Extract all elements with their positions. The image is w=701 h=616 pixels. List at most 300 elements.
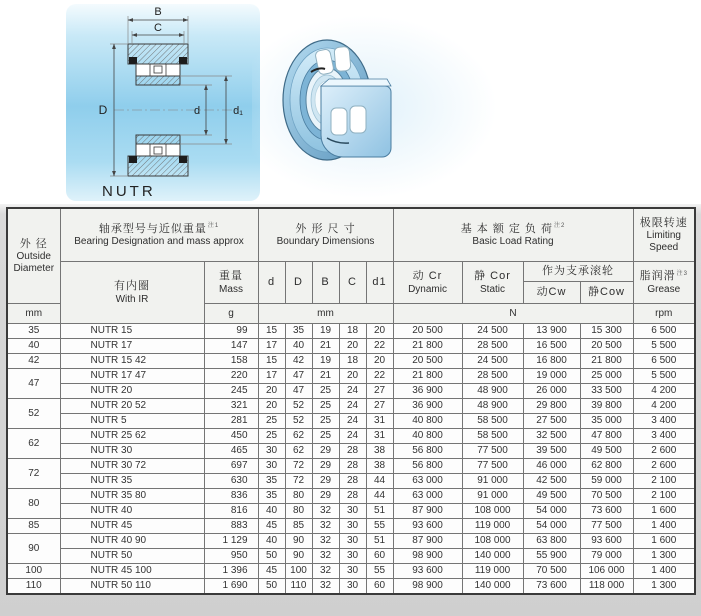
cw-cell: 54 000: [523, 519, 580, 534]
rpm-cell: 6 500: [633, 354, 695, 369]
rpm-cell: 1 600: [633, 504, 695, 519]
cow-cell: 93 600: [580, 534, 633, 549]
mass-cell: 450: [204, 429, 258, 444]
cr-cell: 93 600: [393, 564, 462, 579]
cor-cell: 48 900: [462, 399, 523, 414]
cw-cell: 54 000: [523, 504, 580, 519]
with-ir-header: [60, 262, 204, 324]
dim-c-header: C: [339, 262, 366, 304]
cow-cell: 118 000: [580, 579, 633, 595]
outside-diameter-cell: 85: [7, 519, 60, 534]
designation-cell: NUTR 25 62: [60, 429, 204, 444]
unit-mm-dims: mm: [258, 304, 393, 324]
static-zh: 静 Cor: [474, 270, 511, 283]
mass-cell: 220: [204, 369, 258, 384]
table-row: [7, 519, 695, 534]
with-ir-zh: 有内圈: [114, 280, 150, 293]
d1-cell: 60: [366, 549, 393, 564]
big-d-cell: 72: [285, 459, 312, 474]
table-row: [7, 339, 695, 354]
outside-diameter-cell: 72: [7, 459, 60, 489]
cow-cell: 62 800: [580, 459, 633, 474]
seal-bottom-left: [129, 156, 137, 163]
boundary-dimensions-header: [258, 208, 393, 262]
cw-cell: 32 500: [523, 429, 580, 444]
designation-cell: NUTR 15 42: [60, 354, 204, 369]
designation-cell: NUTR 20: [60, 384, 204, 399]
d1-cell: 60: [366, 579, 393, 595]
seal-top-left: [129, 57, 137, 64]
d-cell: 17: [258, 369, 285, 384]
dim-d1-header: d1: [366, 262, 393, 304]
cow-cell: 77 500: [580, 519, 633, 534]
d-cell: 17: [258, 339, 285, 354]
cw-cell: 42 500: [523, 474, 580, 489]
c-cell: 28: [339, 489, 366, 504]
c-cell: 20: [339, 369, 366, 384]
b-cell: 21: [312, 369, 339, 384]
unit-mm-od: mm: [7, 304, 60, 324]
cw-cell: 16 500: [523, 339, 580, 354]
b-cell: 29: [312, 444, 339, 459]
spec-table: [6, 207, 696, 595]
designation-zh: 轴承型号与近似重量$^{注1}$: [98, 222, 220, 235]
d-cell: 15: [258, 354, 285, 369]
mass-cell: 950: [204, 549, 258, 564]
rpm-cell: 1 400: [633, 564, 695, 579]
designation-cell: NUTR 45 100: [60, 564, 204, 579]
cow-cell: 21 800: [580, 354, 633, 369]
designation-cell: NUTR 30: [60, 444, 204, 459]
designation-cell: NUTR 45: [60, 519, 204, 534]
cr-cell: 21 800: [393, 339, 462, 354]
big-d-cell: 80: [285, 489, 312, 504]
outside-diameter-cell: 52: [7, 399, 60, 429]
rpm-cell: 2 100: [633, 474, 695, 489]
cow-cell: 59 000: [580, 474, 633, 489]
d-cell: 50: [258, 549, 285, 564]
cutaway-top-face-3d: [321, 79, 391, 86]
with-ir-en: With IR: [115, 293, 149, 305]
seal-bottom-right: [179, 156, 187, 163]
static-en: Static: [480, 283, 506, 295]
d-cell: 20: [258, 384, 285, 399]
seal-top-right: [179, 57, 187, 64]
outside-diameter-cell: 35: [7, 324, 60, 339]
cow-cell: 15 300: [580, 324, 633, 339]
table-row: [7, 474, 695, 489]
cw-cell: 49 500: [523, 489, 580, 504]
designation-cell: NUTR 17: [60, 339, 204, 354]
rpm-cell: 3 400: [633, 414, 695, 429]
outside-diameter-cell: 90: [7, 534, 60, 564]
big-d-cell: 90: [285, 549, 312, 564]
cw-cell: 39 500: [523, 444, 580, 459]
mass-cell: 883: [204, 519, 258, 534]
cow-cell: 33 500: [580, 384, 633, 399]
table-row: [7, 459, 695, 474]
rpm-cell: 1 300: [633, 549, 695, 564]
mass-cell: 697: [204, 459, 258, 474]
d-cell: 15: [258, 324, 285, 339]
table-row: [7, 579, 695, 595]
grease-header: [633, 262, 695, 304]
unit-rpm: rpm: [633, 304, 695, 324]
rpm-cell: 2 100: [633, 489, 695, 504]
cw-cell: 13 900: [523, 324, 580, 339]
dim-d-header: d: [258, 262, 285, 304]
designation-cell: NUTR 50: [60, 549, 204, 564]
limiting-zh: 极限转速: [639, 216, 688, 229]
d1-cell: 44: [366, 489, 393, 504]
d-cell: 20: [258, 399, 285, 414]
cr-cell: 63 000: [393, 474, 462, 489]
designation-cell: NUTR 15: [60, 324, 204, 339]
rpm-cell: 2 600: [633, 459, 695, 474]
mass-en: Mass: [219, 283, 243, 295]
d1-cell: 55: [366, 564, 393, 579]
d-cell: 30: [258, 459, 285, 474]
b-cell: 32: [312, 519, 339, 534]
drawing-caption: NUTR: [102, 183, 156, 200]
unit-n: N: [393, 304, 633, 324]
cr-cell: 87 900: [393, 504, 462, 519]
cr-cell: 98 900: [393, 549, 462, 564]
outside-diameter-cell: 110: [7, 579, 60, 595]
rpm-cell: 1 600: [633, 534, 695, 549]
cow-cell: 73 600: [580, 504, 633, 519]
b-cell: 25: [312, 429, 339, 444]
d-cell: 45: [258, 564, 285, 579]
dim-label-b: B: [154, 6, 162, 18]
big-d-cell: 110: [285, 579, 312, 595]
spec-table-section: [0, 204, 701, 616]
designation-cell: NUTR 17 47: [60, 369, 204, 384]
d1-cell: 20: [366, 354, 393, 369]
cor-cell: 91 000: [462, 474, 523, 489]
outside-diameter-cell: 42: [7, 354, 60, 369]
mass-header: [204, 262, 258, 304]
cor-cell: 28 500: [462, 369, 523, 384]
cor-cell: 77 500: [462, 459, 523, 474]
mass-cell: 1 396: [204, 564, 258, 579]
b-cell: 29: [312, 489, 339, 504]
boundary-en: Boundary Dimensions: [276, 236, 375, 248]
rpm-cell: 6 500: [633, 324, 695, 339]
d-cell: 25: [258, 429, 285, 444]
cr-cell: 40 800: [393, 414, 462, 429]
cor-cell: 108 000: [462, 534, 523, 549]
d-cell: 35: [258, 489, 285, 504]
d1-cell: 22: [366, 369, 393, 384]
c-cell: 30: [339, 549, 366, 564]
designation-cell: NUTR 35 80: [60, 489, 204, 504]
c-cell: 30: [339, 534, 366, 549]
dim-b-header: B: [312, 262, 339, 304]
cw-cell: 73 600: [523, 579, 580, 595]
designation-cell: NUTR 35: [60, 474, 204, 489]
cw-cell: 27 500: [523, 414, 580, 429]
rpm-cell: 1 300: [633, 579, 695, 595]
cw-cell: 26 000: [523, 384, 580, 399]
figures-section: [0, 0, 701, 204]
designation-cell: NUTR 50 110: [60, 579, 204, 595]
big-d-cell: 80: [285, 504, 312, 519]
outside-diameter-header: [7, 208, 60, 304]
basic-load-header: [393, 208, 633, 262]
basic-load-en: Basic Load Rating: [472, 236, 554, 248]
cr-cell: 63 000: [393, 489, 462, 504]
c-cell: 18: [339, 354, 366, 369]
cow-cell: 79 000: [580, 549, 633, 564]
c-cell: 24: [339, 429, 366, 444]
cr-cell: 93 600: [393, 519, 462, 534]
cr-cell: 36 900: [393, 384, 462, 399]
mass-cell: 99: [204, 324, 258, 339]
b-cell: 21: [312, 339, 339, 354]
mass-cell: 816: [204, 504, 258, 519]
cor-cell: 108 000: [462, 504, 523, 519]
cow-cell: 39 800: [580, 399, 633, 414]
dynamic-header: [393, 262, 462, 304]
outside-diameter-en: Outside Diameter: [13, 251, 55, 275]
cw-cell: 19 000: [523, 369, 580, 384]
rpm-cell: 4 200: [633, 399, 695, 414]
mass-cell: 321: [204, 399, 258, 414]
b-cell: 19: [312, 324, 339, 339]
d1-cell: 31: [366, 429, 393, 444]
designation-header: [60, 208, 258, 262]
mass-cell: 836: [204, 489, 258, 504]
b-cell: 32: [312, 579, 339, 595]
cow-cell: 70 500: [580, 489, 633, 504]
b-cell: 32: [312, 549, 339, 564]
b-cell: 32: [312, 564, 339, 579]
c-cell: 30: [339, 519, 366, 534]
cow-cell: 47 800: [580, 429, 633, 444]
big-d-cell: 90: [285, 534, 312, 549]
c-cell: 30: [339, 579, 366, 595]
unit-g: g: [204, 304, 258, 324]
cor-cell: 91 000: [462, 489, 523, 504]
cw-header: 动Cw: [523, 282, 580, 304]
table-row: [7, 324, 695, 339]
cow-cell: 20 500: [580, 339, 633, 354]
dim-label-big-d: D: [98, 103, 108, 117]
mass-cell: 465: [204, 444, 258, 459]
limiting-speed-header: [633, 208, 695, 262]
cor-cell: 140 000: [462, 579, 523, 595]
cw-cell: 29 800: [523, 399, 580, 414]
d1-cell: 38: [366, 459, 393, 474]
cor-cell: 28 500: [462, 339, 523, 354]
dim-label-c: C: [154, 22, 162, 34]
big-d-cell: 100: [285, 564, 312, 579]
cow-cell: 49 500: [580, 444, 633, 459]
rpm-cell: 5 500: [633, 369, 695, 384]
cow-cell: 106 000: [580, 564, 633, 579]
table-row: [7, 414, 695, 429]
cor-cell: 48 900: [462, 384, 523, 399]
designation-cell: NUTR 5: [60, 414, 204, 429]
rpm-cell: 1 400: [633, 519, 695, 534]
table-row: [7, 564, 695, 579]
cross-section-panel: [66, 4, 260, 201]
outside-diameter-cell: 40: [7, 339, 60, 354]
cor-cell: 140 000: [462, 549, 523, 564]
cr-cell: 20 500: [393, 324, 462, 339]
d-cell: 25: [258, 414, 285, 429]
rpm-cell: 2 600: [633, 444, 695, 459]
c-cell: 28: [339, 444, 366, 459]
d1-cell: 51: [366, 534, 393, 549]
big-d-cell: 62: [285, 429, 312, 444]
cw-cell: 55 900: [523, 549, 580, 564]
outside-diameter-cell: 47: [7, 369, 60, 399]
cw-cell: 70 500: [523, 564, 580, 579]
mass-cell: 281: [204, 414, 258, 429]
cor-cell: 58 500: [462, 429, 523, 444]
cr-cell: 36 900: [393, 399, 462, 414]
dim-big-d-header: D: [285, 262, 312, 304]
d1-cell: 38: [366, 444, 393, 459]
d-cell: 40: [258, 504, 285, 519]
mass-cell: 1 129: [204, 534, 258, 549]
basic-load-note: 注2: [553, 223, 566, 230]
cow-header: 静Cow: [580, 282, 633, 304]
grease-zh: 脂润滑$^{注3}$: [639, 270, 688, 283]
big-d-cell: 47: [285, 369, 312, 384]
cor-cell: 24 500: [462, 324, 523, 339]
d-cell: 40: [258, 534, 285, 549]
c-cell: 24: [339, 414, 366, 429]
c-cell: 30: [339, 564, 366, 579]
grease-en: Grease: [647, 283, 681, 295]
big-d-cell: 62: [285, 444, 312, 459]
designation-cell: NUTR 40: [60, 504, 204, 519]
bearing-3d-image: [281, 34, 403, 176]
table-row: [7, 354, 695, 369]
cr-cell: 40 800: [393, 429, 462, 444]
designation-cell: NUTR 20 52: [60, 399, 204, 414]
dim-label-d1: d₁: [233, 105, 243, 117]
boundary-zh: 外 形 尺 寸: [295, 222, 356, 235]
cow-cell: 25 000: [580, 369, 633, 384]
c-cell: 28: [339, 459, 366, 474]
cor-cell: 119 000: [462, 519, 523, 534]
dynamic-zh: 动 Cr: [412, 270, 443, 283]
outside-diameter-cell: 100: [7, 564, 60, 579]
c-cell: 20: [339, 339, 366, 354]
d1-cell: 22: [366, 339, 393, 354]
table-row: [7, 369, 695, 384]
cw-cell: 63 800: [523, 534, 580, 549]
spec-table-body: [7, 324, 695, 595]
d1-cell: 44: [366, 474, 393, 489]
mass-cell: 158: [204, 354, 258, 369]
table-row: [7, 489, 695, 504]
d1-cell: 55: [366, 519, 393, 534]
basic-load-zh: 基 本 额 定 负 荷$^{注2}$: [460, 222, 566, 235]
b-cell: 19: [312, 354, 339, 369]
d-cell: 50: [258, 579, 285, 595]
mass-cell: 630: [204, 474, 258, 489]
big-d-cell: 52: [285, 414, 312, 429]
cor-cell: 24 500: [462, 354, 523, 369]
cow-cell: 35 000: [580, 414, 633, 429]
dynamic-en: Dynamic: [408, 283, 447, 295]
mass-cell: 1 690: [204, 579, 258, 595]
table-row: [7, 504, 695, 519]
outside-diameter-zh: 外 径: [19, 237, 48, 250]
d-cell: 45: [258, 519, 285, 534]
designation-cell: NUTR 40 90: [60, 534, 204, 549]
table-row: [7, 399, 695, 414]
b-cell: 25: [312, 414, 339, 429]
table-row: [7, 534, 695, 549]
roller-support-header: [523, 262, 633, 282]
designation-en: Bearing Designation and mass approx: [74, 236, 244, 248]
big-d-cell: 42: [285, 354, 312, 369]
inner-ring-bottom: [136, 135, 180, 144]
outside-diameter-cell: 80: [7, 489, 60, 519]
table-row: [7, 549, 695, 564]
big-d-cell: 72: [285, 474, 312, 489]
d1-cell: 20: [366, 324, 393, 339]
d1-cell: 27: [366, 384, 393, 399]
mass-cell: 147: [204, 339, 258, 354]
inner-ring-top: [136, 76, 180, 85]
cr-cell: 56 800: [393, 459, 462, 474]
cr-cell: 21 800: [393, 369, 462, 384]
static-header: [462, 262, 523, 304]
limiting-en: Limiting Speed: [646, 230, 681, 254]
b-cell: 32: [312, 504, 339, 519]
cw-cell: 16 800: [523, 354, 580, 369]
designation-cell: NUTR 30 72: [60, 459, 204, 474]
c-cell: 30: [339, 504, 366, 519]
cr-cell: 56 800: [393, 444, 462, 459]
big-d-cell: 40: [285, 339, 312, 354]
bearing-cross-section-drawing: [66, 4, 260, 182]
table-row: [7, 384, 695, 399]
d1-cell: 27: [366, 399, 393, 414]
b-cell: 32: [312, 534, 339, 549]
rpm-cell: 5 500: [633, 339, 695, 354]
table-row: [7, 429, 695, 444]
big-d-cell: 47: [285, 384, 312, 399]
c-cell: 24: [339, 384, 366, 399]
rpm-cell: 4 200: [633, 384, 695, 399]
table-row: [7, 444, 695, 459]
rpm-cell: 3 400: [633, 429, 695, 444]
outside-diameter-cell: 62: [7, 429, 60, 459]
cor-cell: 58 500: [462, 414, 523, 429]
mass-cell: 245: [204, 384, 258, 399]
big-d-cell: 35: [285, 324, 312, 339]
cr-cell: 98 900: [393, 579, 462, 595]
dim-label-d: d: [193, 105, 201, 117]
cor-cell: 119 000: [462, 564, 523, 579]
cr-cell: 87 900: [393, 534, 462, 549]
c-cell: 18: [339, 324, 366, 339]
b-cell: 25: [312, 384, 339, 399]
big-d-cell: 85: [285, 519, 312, 534]
d1-cell: 51: [366, 504, 393, 519]
mass-zh: 重量: [219, 270, 243, 283]
c-cell: 28: [339, 474, 366, 489]
grease-note: 注3: [676, 270, 688, 277]
